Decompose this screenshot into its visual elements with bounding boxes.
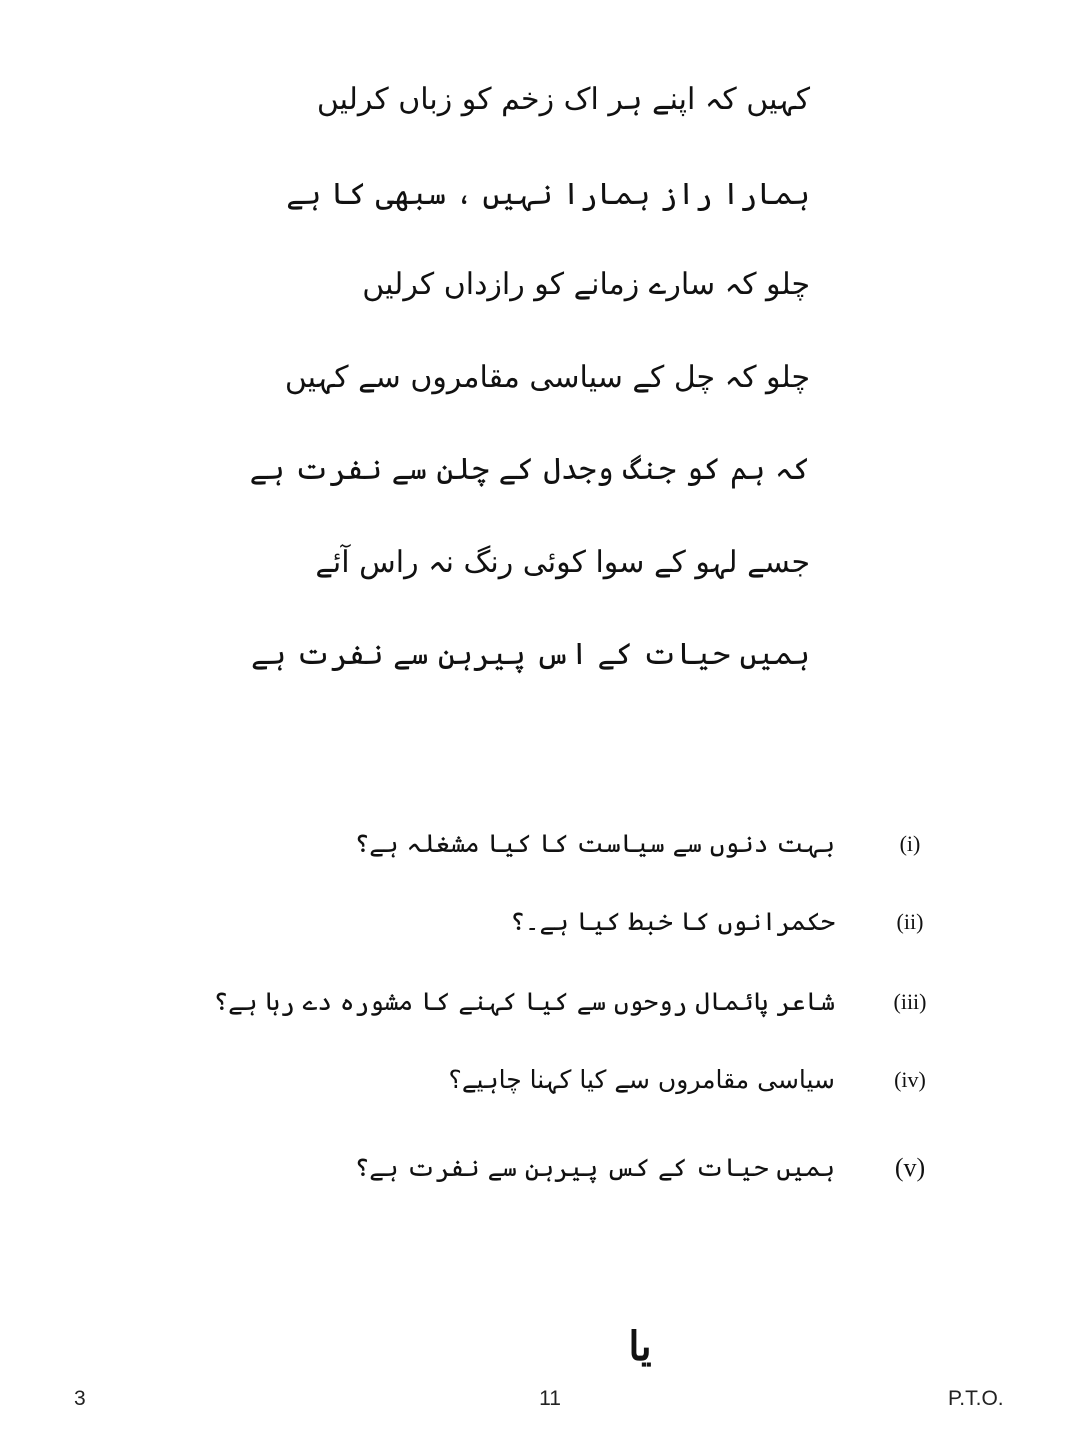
question-item xyxy=(0,900,1090,944)
question-number: (v) xyxy=(894,1153,926,1182)
poem-line-6: جسے لہو کے سوا کوئی رنگ نہ راس آئے xyxy=(315,545,810,580)
question-item xyxy=(0,822,1090,866)
question-number: (iv) xyxy=(894,1067,926,1092)
question-text: ہمیں حیات کے کس پیرہن سے نفرت ہے؟ xyxy=(354,1153,835,1182)
poem-line-2: ہمارا راز ہمارا نہیں ، سبھی کا ہے xyxy=(286,177,810,212)
footer-code: 3 xyxy=(74,1387,86,1410)
question-text: شاعر پائمال روحوں سے کیا کہنے کا مشورہ دے رہا ہے؟ xyxy=(213,987,835,1016)
pto-label: P.T.O. xyxy=(948,1387,1004,1410)
poem-line-3: چلو کہ سارے زمانے کو رازداں کرلیں xyxy=(362,267,810,302)
question-item xyxy=(0,980,1090,1024)
poem xyxy=(0,0,1090,700)
question-number: (iii) xyxy=(893,989,927,1014)
poem-line-4: چلو کہ چل کے سیاسی مقامروں سے کہیں xyxy=(284,360,810,395)
question-item xyxy=(0,1146,1090,1190)
or-separator: یا xyxy=(628,1323,652,1370)
question-text: سیاسی مقامروں سے کیا کہنا چاہیے؟ xyxy=(448,1065,835,1094)
question-item xyxy=(0,1058,1090,1102)
page-number: 11 xyxy=(539,1387,561,1410)
question-text: حکمرانوں کا خبط کیا ہے۔؟ xyxy=(510,907,835,936)
question-number: (i) xyxy=(899,831,921,856)
poem-line-1: کہیں کہ اپنے ہر اک زخم کو زباں کرلیں xyxy=(316,82,810,117)
question-text: بہت دنوں سے سیاست کا کیا مشغلہ ہے؟ xyxy=(354,829,835,858)
question-number: (ii) xyxy=(896,909,924,934)
poem-line-7: ہمیں حیات کے اس پیرہن سے نفرت ہے xyxy=(251,637,810,672)
poem-line-5: کہ ہم کو جنگ وجدل کے چلن سے نفرت ہے xyxy=(249,452,810,487)
